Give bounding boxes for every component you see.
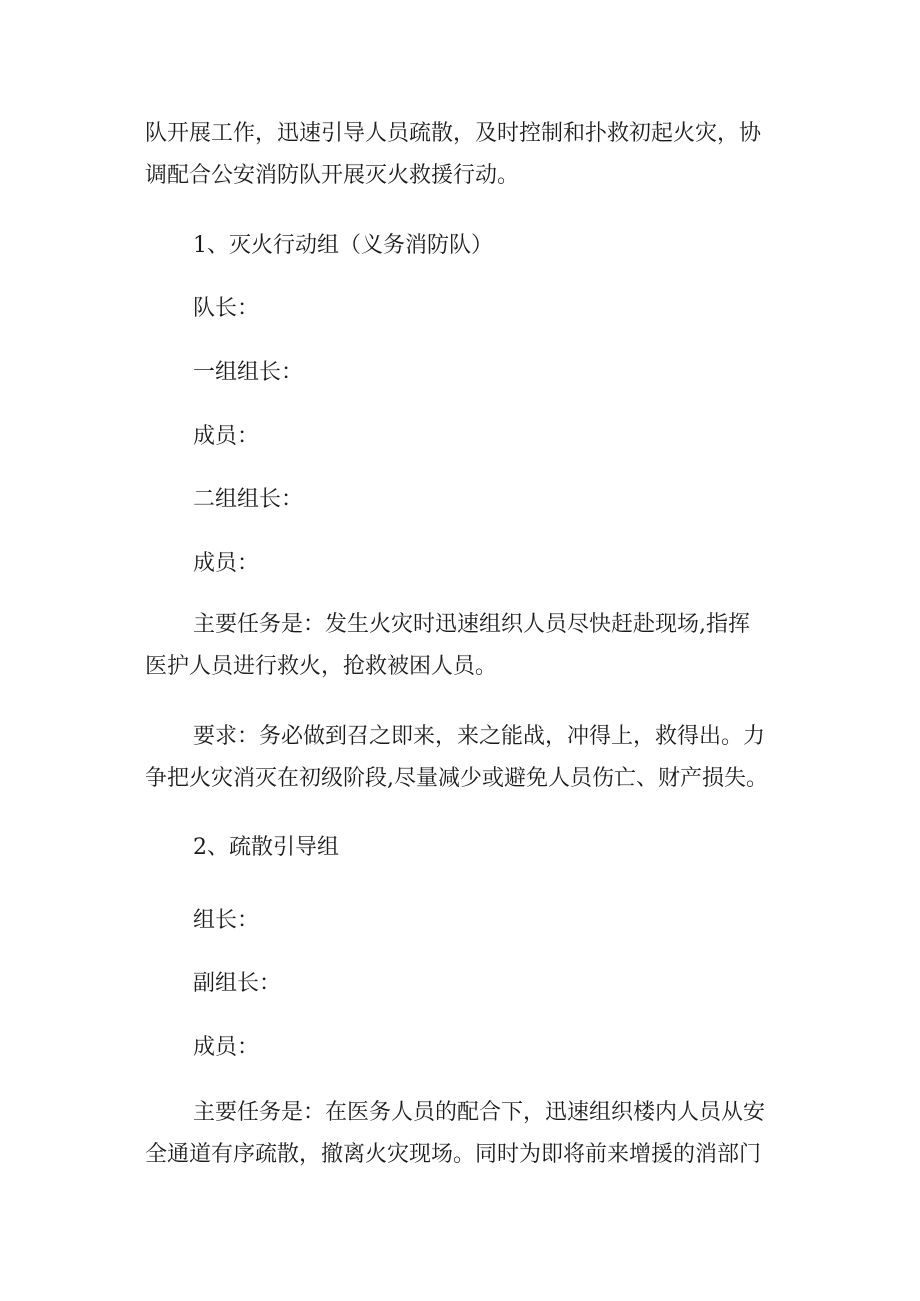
paragraph-continuation: [145, 113, 795, 197]
group1-leader-field: 一组组长：: [193, 360, 304, 385]
evacuation-member-field: 成员：: [193, 1035, 260, 1060]
text-line: 全通道有序疏散，撤离火灾现场。同时为即将前来增援的消部门: [145, 1142, 762, 1167]
captain-field: 队长：: [193, 296, 260, 321]
fire-fighting-requirement-paragraph: [145, 716, 795, 800]
evacuation-deputy-field: 副组长：: [193, 971, 282, 996]
text-line: 要求：务必做到召之即来，来之能战，冲得上，救得出。力: [193, 724, 766, 749]
text-line: 争把火灾消灭在初级阶段,尽量减少或避免人员伤亡、财产损失。: [145, 766, 768, 791]
evacuation-leader-field: 组长：: [193, 908, 260, 933]
text-line: 主要任务是：发生火灾时迅速组织人员尽快赶赴现场,指挥: [193, 612, 750, 637]
group2-member-field: 成员：: [193, 551, 260, 576]
section-heading-evacuation: 2、疏散引导组: [193, 835, 339, 860]
text-line: 队开展工作，迅速引导人员疏散，及时控制和扑救初起火灾，协: [145, 121, 762, 146]
evacuation-task-paragraph: [145, 1092, 795, 1176]
group1-member-field: 成员：: [193, 424, 260, 449]
group2-leader-field: 二组组长：: [193, 487, 304, 512]
fire-fighting-task-paragraph: [145, 604, 795, 688]
text-line: 主要任务是：在医务人员的配合下，迅速组织楼内人员从安: [193, 1100, 766, 1125]
text-line: 医护人员进行救火，抢救被困人员。: [145, 654, 498, 679]
section-heading-fire-fighting: 1、灭火行动组（义务消防队）: [193, 233, 493, 258]
text-line: 调配合公安消防队开展灭火救援行动。: [145, 163, 520, 188]
